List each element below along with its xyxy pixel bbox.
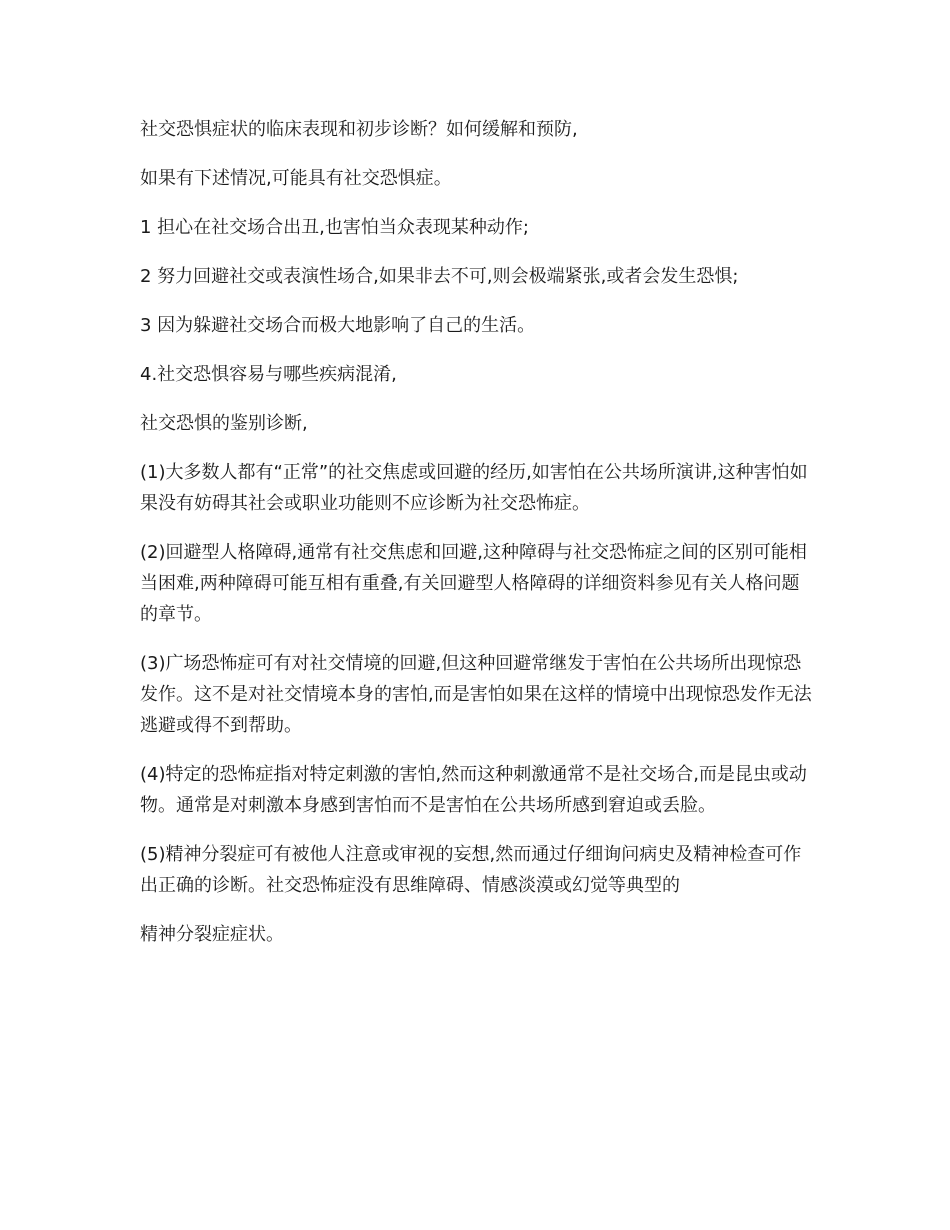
document-body xyxy=(140,114,812,968)
differential-item-3: (3)广场恐怖症可有对社交情境的回避,但这种回避常继发于害怕在公共场所出现惊恐发作。这不是对社交情境本身的害怕,而是害怕如果在这样的情境中出现惊恐发作无法逃避或得不到帮助。 xyxy=(140,653,812,736)
closing-paragraph: 精神分裂症症状。 xyxy=(140,924,284,945)
symptom-item-3: 3 因为躲避社交场合而极大地影响了自己的生活。 xyxy=(140,315,536,336)
section-heading-differential: 社交恐惧的鉴别诊断, xyxy=(140,413,308,434)
section-heading-confusion: 4.社交恐惧容易与哪些疾病混淆, xyxy=(140,364,397,385)
document-title-line: 社交恐惧症状的临床表现和初步诊断？如何缓解和预防, xyxy=(140,119,578,140)
differential-item-2: (2)回避型人格障碍,通常有社交焦虑和回避,这种障碍与社交恐怖症之间的区别可能相当困难,两种障碍可能互相有重叠,有关回避型人格障碍的详细资料参见有关人格问题的章节。 xyxy=(140,542,807,625)
differential-item-4: (4)特定的恐怖症指对特定刺激的害怕,然而这种刺激通常不是社交场合,而是昆虫或动物。通常是对刺激本身感到害怕而不是害怕在公共场所感到窘迫或丢脸。 xyxy=(140,764,807,816)
differential-item-5: (5)精神分裂症可有被他人注意或审视的妄想,然而通过仔细询问病史及精神检查可作出正确的诊断。社交恐怖症没有思维障碍、情感淡漠或幻觉等典型的 xyxy=(140,844,802,896)
differential-item-1: (1)大多数人都有“正常”的社交焦虑或回避的经历,如害怕在公共场所演讲,这种害怕如果没有妨碍其社会或职业功能则不应诊断为社交恐怖症。 xyxy=(140,462,808,514)
symptom-item-1: 1 担心在社交场合出丑,也害怕当众表现某种动作; xyxy=(140,217,529,238)
symptom-item-2: 2 努力回避社交或表演性场合,如果非去不可,则会极端紧张,或者会发生恐惧; xyxy=(140,266,739,287)
intro-paragraph: 如果有下述情况,可能具有社交恐惧症。 xyxy=(140,168,452,189)
